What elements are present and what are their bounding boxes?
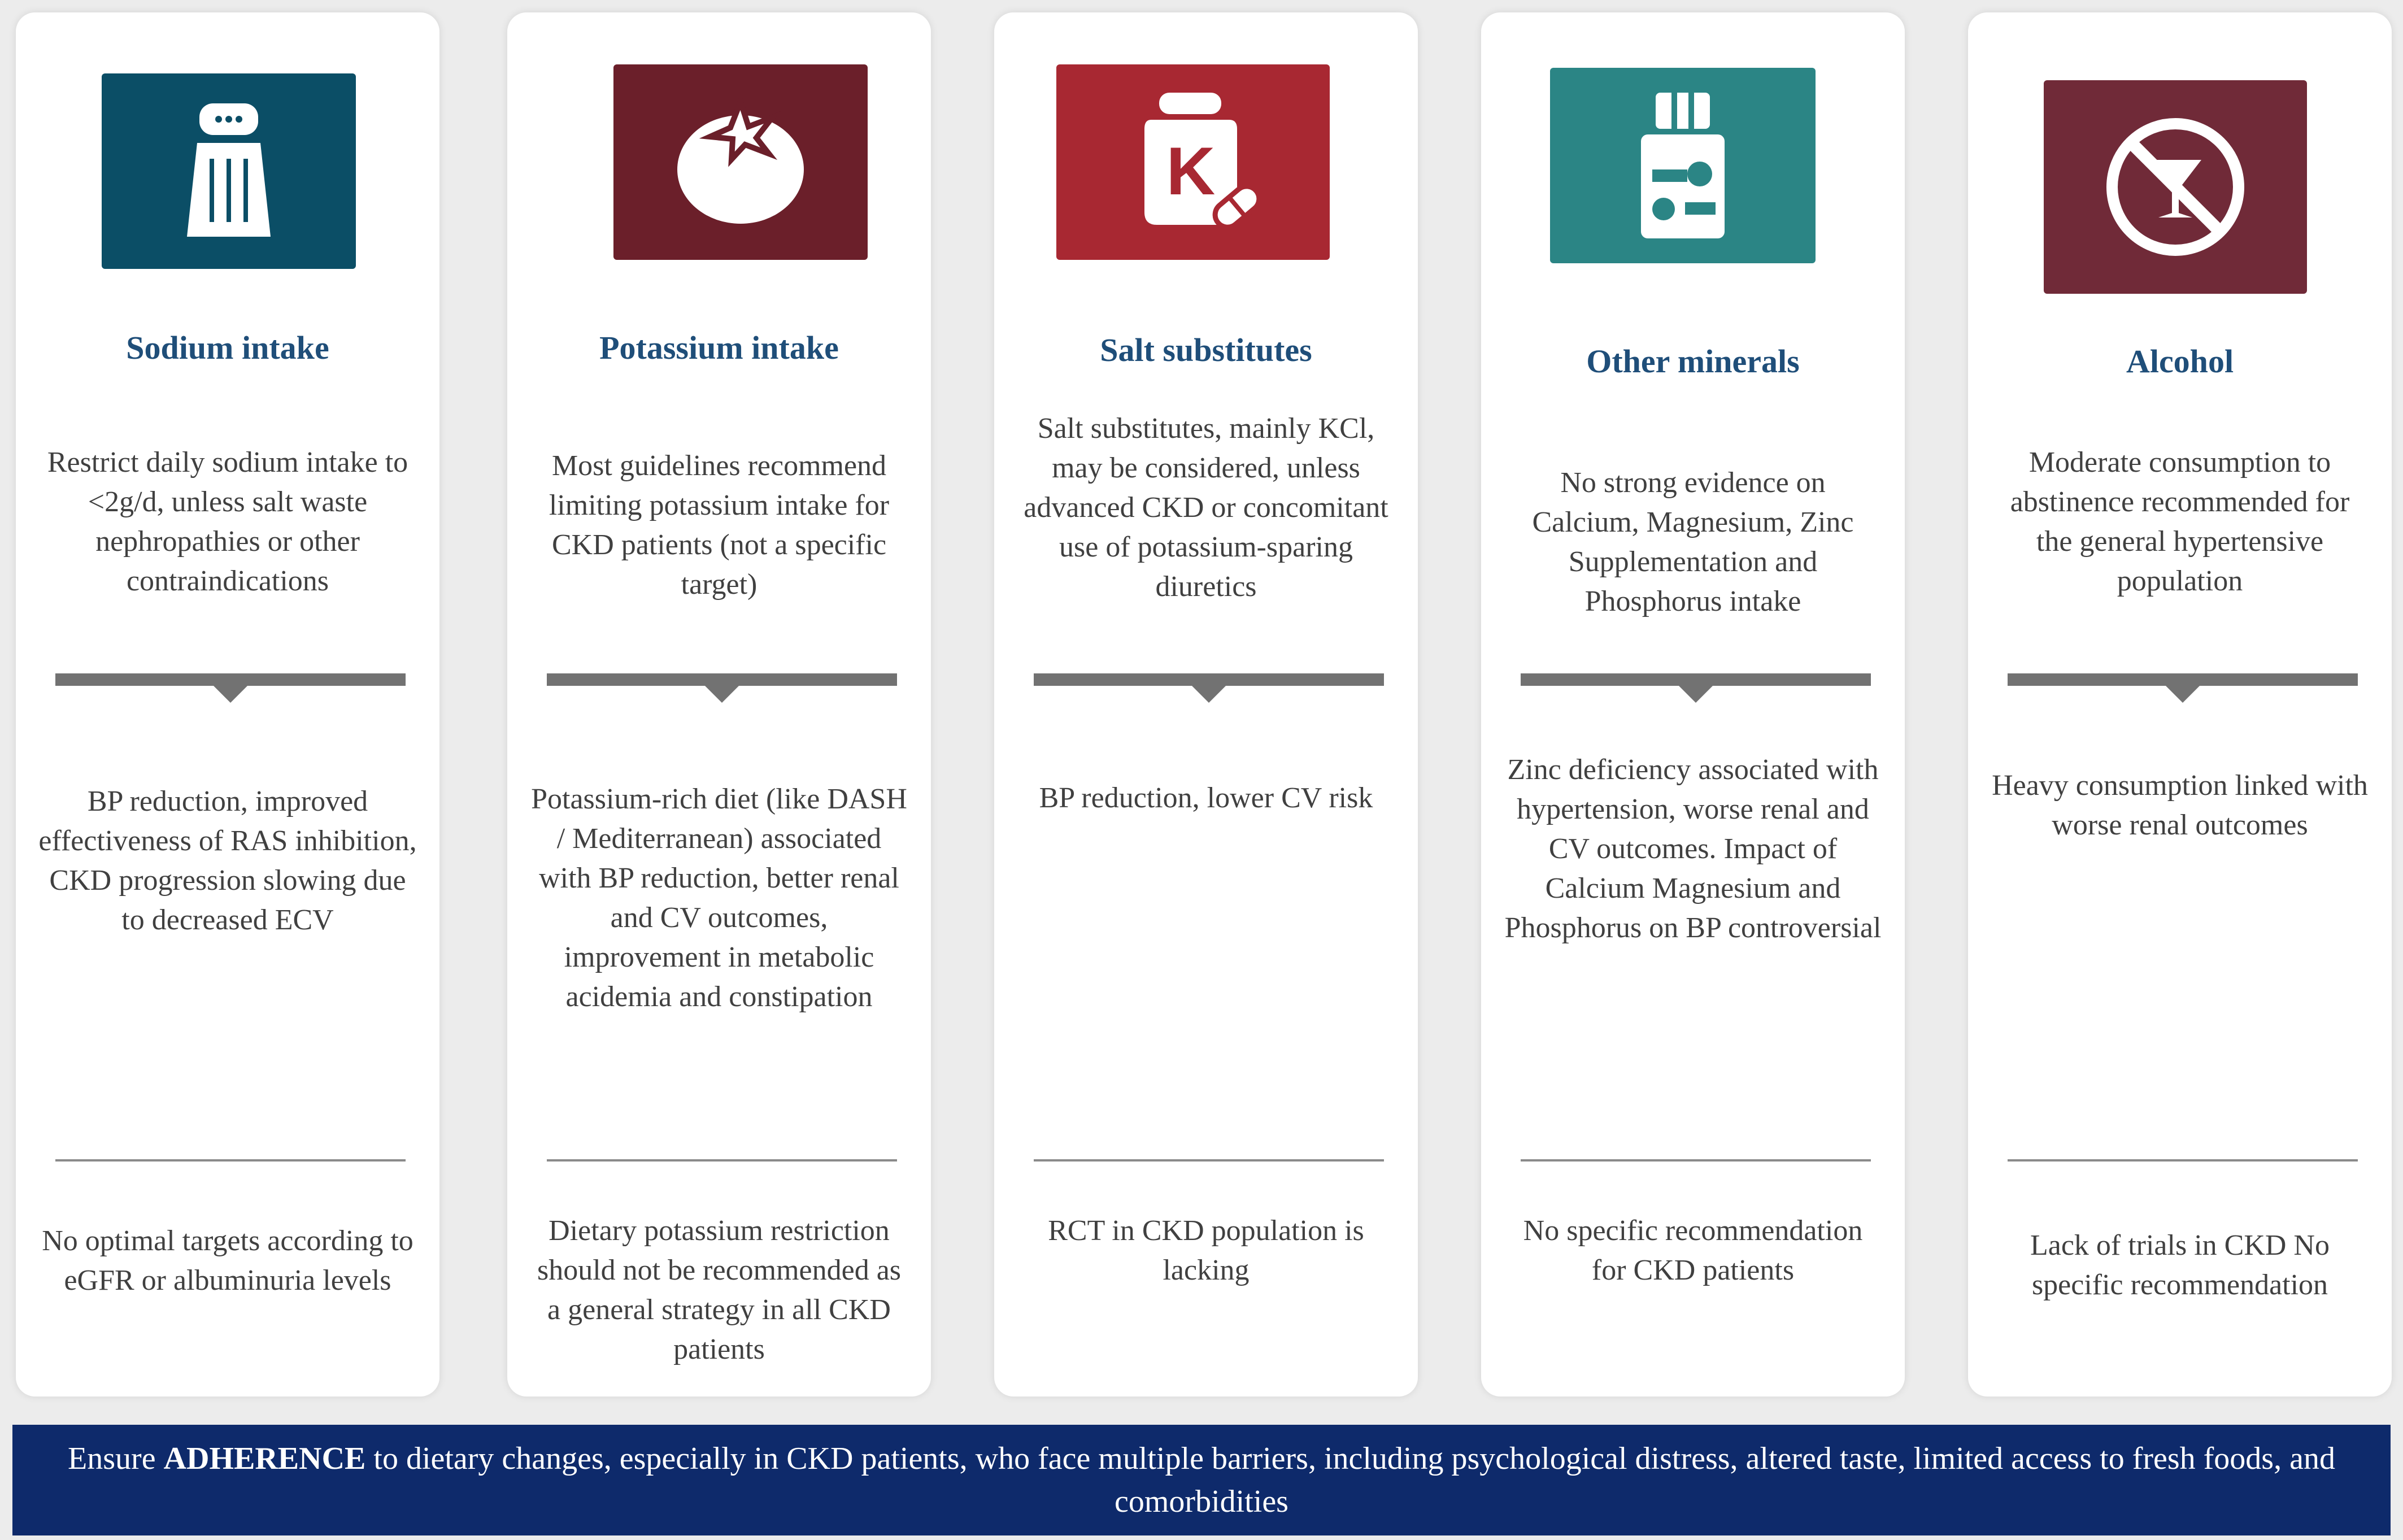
no-alcohol-icon xyxy=(2102,114,2249,260)
recommendation-text: Most guidelines recommend limiting potassium intake for CKD patients (not a specific target) xyxy=(548,450,890,601)
section-divider xyxy=(2008,673,2358,686)
supplement-bottle-icon-box xyxy=(1550,68,1816,263)
recommendation-text: Salt substitutes, mainly KCl, may be considered, unless advanced CKD or concomitant use of potassium-sparing diuretics xyxy=(1024,412,1388,603)
card-title: Salt substitutes xyxy=(1100,332,1312,368)
effect-text: BP reduction, lower CV risk xyxy=(1039,782,1373,814)
section-divider xyxy=(55,673,406,686)
section-divider-thin xyxy=(1521,1159,1871,1161)
adherence-banner xyxy=(12,1425,2391,1535)
salt-substitute-jar-icon xyxy=(1125,86,1261,238)
effect-text: Potassium-rich diet (like DASH / Mediterranean) associated with BP reduction, better renal and CV outcomes, improvement in metabolic acidemia and constipation xyxy=(531,783,907,1013)
evidence-gap-text: Lack of trials in CKD No specific recommendation xyxy=(2030,1229,2330,1301)
salt-substitute-icon-box xyxy=(1056,64,1330,260)
evidence-gap-text: No optimal targets according to eGFR or albuminuria levels xyxy=(42,1225,413,1297)
jar-letter: K xyxy=(1166,133,1216,209)
section-divider xyxy=(547,673,897,686)
card-title: Potassium intake xyxy=(599,329,839,366)
evidence-gap-text: RCT in CKD population is lacking xyxy=(1048,1215,1364,1286)
effect-text: Zinc deficiency associated with hypertension, worse renal and CV outcomes. Impact of Calcium Magnesium and Phosphorus on BP controversial xyxy=(1504,754,1882,944)
evidence-gap-text: Dietary potassium restriction should not be recommended as a general strategy in all CKD patients xyxy=(537,1215,902,1365)
supplement-bottle-icon xyxy=(1626,89,1739,242)
card-potassium-intake xyxy=(507,12,931,1397)
banner-emphasis: ADHERENCE xyxy=(163,1441,366,1476)
banner-rest: to dietary changes, especially in CKD patients, who face multiple barriers, including psychological distress, altered taste, limited access to fresh foods, and comorbidities xyxy=(373,1441,2335,1519)
recommendation-text: No strong evidence on Calcium, Magnesium, Zinc Supplementation and Phosphorus intake xyxy=(1532,467,1854,617)
banner-lead: Ensure xyxy=(68,1441,156,1476)
no-alcohol-icon-box xyxy=(2044,80,2307,294)
recommendation-text: Restrict daily sodium intake to <2g/d, unless salt waste nephropathies or other contraindications xyxy=(47,446,408,597)
section-divider-thin xyxy=(55,1159,406,1161)
salt-shaker-icon xyxy=(172,98,285,245)
card-title: Alcohol xyxy=(2126,343,2234,380)
tomato-icon xyxy=(673,97,808,227)
card-title: Sodium intake xyxy=(126,329,329,366)
card-alcohol xyxy=(1968,12,2392,1397)
card-other-minerals xyxy=(1481,12,1905,1397)
effect-text: BP reduction, improved effectiveness of RAS inhibition, CKD progression slowing due to decreased ECV xyxy=(38,785,417,936)
card-sodium-intake xyxy=(16,12,439,1397)
section-divider xyxy=(1034,673,1384,686)
effect-text: Heavy consumption linked with worse renal outcomes xyxy=(1992,769,2368,841)
card-title: Other minerals xyxy=(1586,343,1800,380)
recommendation-text: Moderate consumption to abstinence recommended for the general hypertensive population xyxy=(2010,446,2350,597)
salt-shaker-icon-box xyxy=(102,73,356,269)
evidence-gap-text: No specific recommendation for CKD patients xyxy=(1523,1215,1863,1286)
section-divider-thin xyxy=(2008,1159,2358,1161)
tomato-icon-box xyxy=(613,64,868,260)
card-salt-substitutes xyxy=(994,12,1418,1397)
section-divider xyxy=(1521,673,1871,686)
banner-text xyxy=(35,1437,2368,1523)
section-divider-thin xyxy=(547,1159,897,1161)
section-divider-thin xyxy=(1034,1159,1384,1161)
